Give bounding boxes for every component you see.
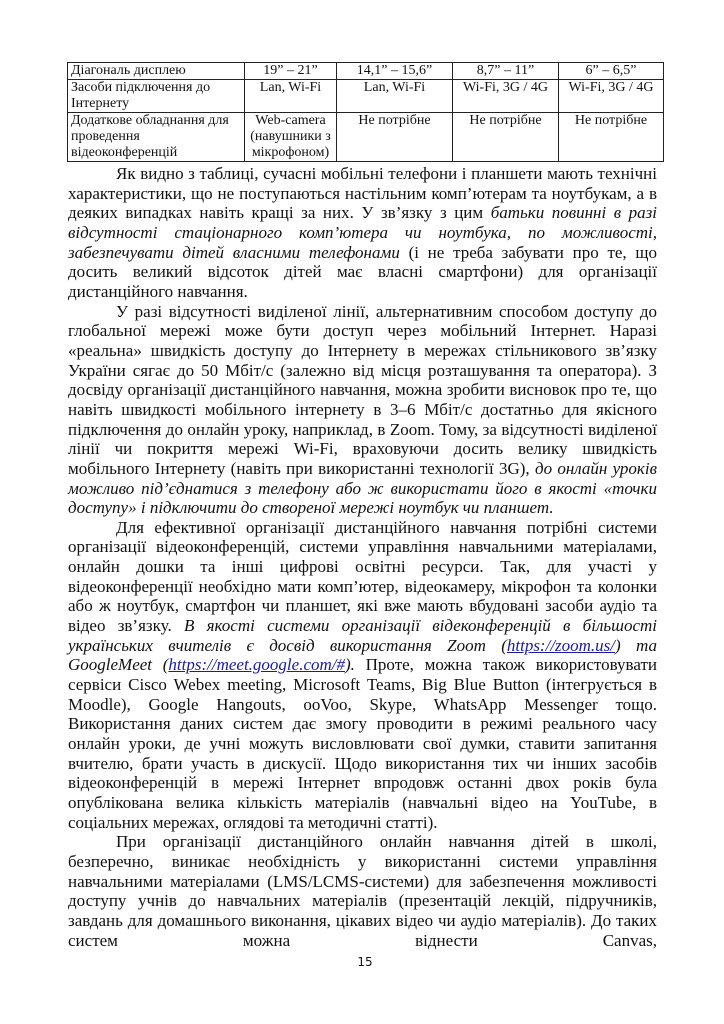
row-header: Діагональ дисплею <box>68 63 245 80</box>
zoom-link[interactable]: https://zoom.us/ <box>506 635 616 655</box>
table-row <box>68 80 664 113</box>
table-cell: 14,1” – 15,6” <box>337 63 453 80</box>
table-cell: Не потрібне <box>559 113 664 162</box>
table-row <box>68 113 664 162</box>
row-header: Засоби підключення до Інтернету <box>68 80 245 113</box>
text: Проте, можна також використовувати сервіси Cisco Webex meeting, Microsoft Teams, Big Blue Button (інтегрується в Moodle), Google Hangouts, ooVoo, Skype, WhatsApp Messenger тощо. Використання даних систем дає змогу проводити в режимі реального часу онлайн уроки, де учні можуть висловлювати свої думки, ставити запитання вчителю, брати участь в дискусії. Щодо використання тих чи інших засобів відеоконференцій в мережі Інтернет впродовж останні двох років була опублікована велика кількість матеріалів (навчальні відео на YouTube, в соціальних мережах, оглядові та методичні статті). <box>68 655 657 832</box>
document-body <box>68 164 657 950</box>
text: У разі відсутності виділеної лінії, альтернативним способом доступу до глобальної мережі може бути доступ через мобільний Інтернет. Наразі «реальна» швидкість доступу до Інтернету в мережах стільникового зв’язку України сягає до 50 Мбіт/с (залежно від місця розташування та оператора). З досвіду організації дистанційного навчання, можна зробити висновок про те, що навіть швидкості мобільного інтернету в 3–6 Мбіт/с достатньо для якісного підключення до онлайн уроку, наприклад, в Zoom. Тому, за відсутності виділеної лінії чи покриття мережі Wi-Fi, враховуючи досить велику швидкість мобільного Інтернету (навіть при використанні технології 3G), <box>68 301 657 478</box>
table-cell: Web-camera (навушники з мікрофоном) <box>245 113 337 162</box>
paragraph <box>68 302 657 518</box>
text: (і не треба забувати про те, що досить великий відсоток дітей має власні смартфони) для організації дистанційного навчання. <box>68 242 657 301</box>
google-meet-link[interactable]: https://meet.google.com/# <box>168 655 345 675</box>
table-cell: Wi-Fi, 3G / 4G <box>559 80 664 113</box>
table-cell: Не потрібне <box>453 113 559 162</box>
page-content <box>67 62 663 970</box>
text: Як видно з таблиці, сучасні мобільні телефони і планшети мають технічні характеристики, що не поступаються настільним комп’ютерам та ноутбукам, а в деяких випадках навіть кращі за них. У зв’язку з цим <box>68 164 657 223</box>
table-cell: Lan, Wi-Fi <box>245 80 337 113</box>
table-cell: Wi-Fi, 3G / 4G <box>453 80 559 113</box>
paragraph <box>68 518 657 833</box>
emphasis: до онлайн уроків можливо під’єднатися з телефону або ж використати його в якості «точки доступу» і підключити до створеної мережі ноутбук чи планшет. <box>68 458 657 518</box>
table-cell: 8,7” – 11” <box>453 63 559 80</box>
table-cell: 6” – 6,5” <box>559 63 664 80</box>
page-number: 15 <box>357 955 373 970</box>
text: При організації дистанційного онлайн навчання дітей в школі, безперечно, виникає необхідність у використанні системи управління навчальними матеріалами (LMS/LCMS-системи) для забезпечення можливості доступу учнів до навчальних матеріалів (презентацій лекцій, підручників, завдань для домашнього виконання, цікавих відео чи аудіо матеріалів). До таких систем можна віднести Canvas, <box>68 832 657 950</box>
text: Для ефективної організації дистанційного навчання потрібні системи організації відеоконференцій, системи управління навчальними матеріалами, онлайн дошки та інші цифрові освітні ресурси. Так, для участі у відеоконференції необхідно мати комп’ютер, відеокамеру, мікрофон та колонки або ж ноутбук, смартфон чи планшет, які вже мають вбудовані засоби аудіо та відео зв’язку. <box>68 517 657 636</box>
emphasis: В якості системи організації відеконференцій в більшості українських вчителів є досвід використання Zoom ( <box>68 616 657 655</box>
emphasis: ) та GoogleMeet ( <box>68 635 657 675</box>
emphasis: ). <box>345 655 355 675</box>
table-cell: Не потрібне <box>337 113 453 162</box>
device-comparison-table <box>67 62 664 162</box>
table-row <box>68 63 664 80</box>
paragraph <box>68 164 657 302</box>
table-cell: 19” – 21” <box>245 63 337 80</box>
table-cell: Lan, Wi-Fi <box>337 80 453 113</box>
row-header: Додаткове обладнання для проведення відеоконференцій <box>68 113 245 162</box>
paragraph <box>68 832 657 950</box>
emphasis: батьки повинні в разі відсутності стаціонарного комп’ютера чи ноутбука, по можливості, забезпечувати дітей власними телефонами <box>68 203 657 262</box>
